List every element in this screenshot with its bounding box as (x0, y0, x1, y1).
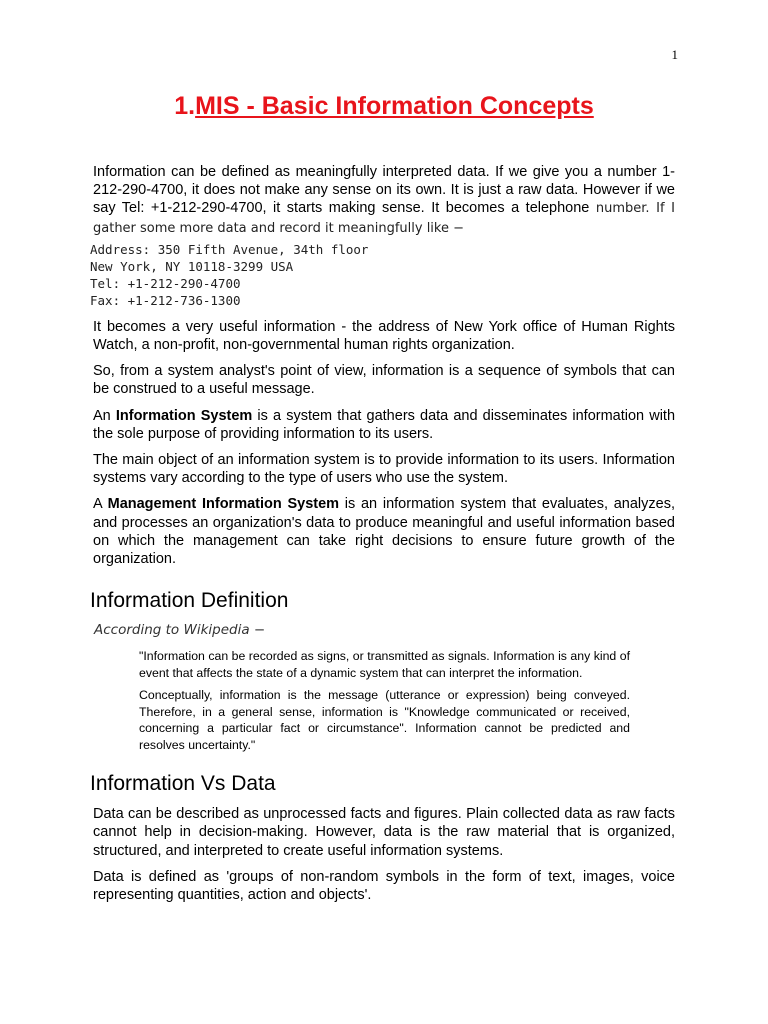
quote-paragraph: Conceptually, information is the message (utterance or expression) being conveyed. Therefore, in a general sense, information is "Knowledge communicated or received, concerning a particular fact or circumstance". Information cannot be predicted and resolves uncertainty." (139, 688, 630, 752)
according-to-wikipedia: According to Wikipedia − (94, 622, 266, 639)
wikipedia-quote (139, 648, 630, 753)
address-line: Fax: +1-212-736-1300 (90, 292, 241, 308)
mis-term: Management Information System (107, 496, 340, 513)
page-number: 1 (671, 47, 678, 62)
main-object-paragraph: The main object of an information system is to provide information to its users. Information systems vary according to the type of users who use the system. (93, 452, 675, 487)
is-lead: An (93, 407, 116, 424)
page-title (0, 92, 768, 121)
title-text: MIS - Basic Information Concepts (195, 92, 594, 120)
mis-paragraph (93, 495, 675, 568)
mis-lead: A (93, 496, 108, 513)
information-system-paragraph (93, 407, 675, 443)
address-line: Tel: +1-212-290-4700 (90, 275, 241, 291)
intro-text: Information can be defined as meaningfully interpreted data. If we give you a number 1-212-290-4700, it does not make any sense on its own. It is just a raw data. However if we say Tel: +1-212-290-4700, it starts making sense. It becomes a telephone (93, 164, 675, 217)
intro-paragraph (93, 163, 675, 238)
title-number: 1. (174, 92, 196, 120)
data-description-paragraph: Data can be described as unprocessed facts and figures. Plain collected data as raw facts cannot help in decision-making. However, data is the raw material that is organized, structured, and interpreted to create useful information systems. (93, 806, 675, 859)
useful-info-paragraph: It becomes a very useful information - the address of New York office of Human Rights Watch, a non-profit, non-governmental human rights organization. (93, 318, 675, 354)
section-heading-definition: Information Definition (90, 589, 289, 613)
data-definition-paragraph: Data is defined as 'groups of non-random symbols in the form of text, images, voice representing quantities, action and objects'. (93, 868, 675, 904)
is-term: Information System (115, 407, 253, 424)
quote-paragraph: "Information can be recorded as signs, or transmitted as signals. Information is any kind of event that affects the state of a dynamic system that can interpret the information. (139, 649, 630, 680)
is-rest: is a system that gathers data and disseminates information with the sole purpose of providing information to its users. (93, 407, 676, 442)
document-body (90, 163, 676, 912)
address-line: New York, NY 10118-3299 USA (90, 258, 294, 274)
section-heading-vs-data: Information Vs Data (90, 772, 276, 796)
mis-rest: is an information system that evaluates, analyzes, and processes an organization's data to produce meaningful and useful information based on which the management can take right decisions to ensure future growth of the organization. (93, 496, 675, 568)
system-view-paragraph: So, from a system analyst's point of view, information is a sequence of symbols that can be construed to a useful message. (93, 363, 675, 398)
intro-tail: number. If I gather some more data and record it meaningfully like − (93, 201, 676, 236)
address-block (90, 241, 675, 309)
address-line: Address: 350 Fifth Avenue, 34th floor (90, 241, 369, 257)
